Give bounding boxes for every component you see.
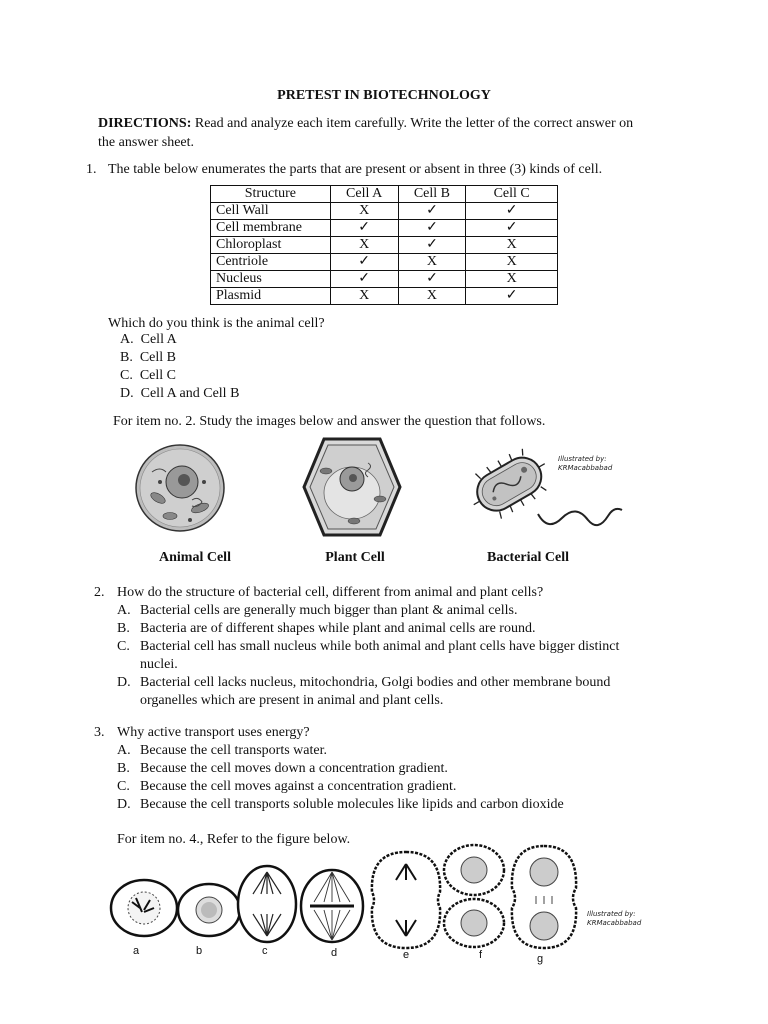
cell-division-figure	[108, 844, 588, 944]
table-cell: Cell Wall	[211, 203, 331, 220]
q2-option-d-text-1: Bacterial cell lacks nucleus, mitochondria, Golgi bodies and other membrane bound	[140, 675, 611, 690]
q3-option-b	[117, 760, 130, 778]
q2-option-b	[117, 620, 130, 638]
option-letter: D.	[120, 386, 134, 401]
stage-label-g: g	[537, 953, 544, 965]
q1-option-b	[120, 349, 176, 367]
q1-option-c	[120, 367, 176, 385]
table-header-row	[211, 186, 558, 203]
option-text: Cell B	[139, 350, 177, 365]
table-row	[211, 288, 558, 305]
table-header-cell: Cell A	[330, 186, 398, 203]
option-letter: A.	[117, 743, 131, 758]
stage-label-e: e	[403, 949, 410, 961]
table-header-cell: Cell C	[466, 186, 558, 203]
figure1-credit-line1: Illustrated by:	[558, 455, 607, 463]
q2-number: 2.	[94, 585, 105, 600]
option-text: Cell A and Cell B	[140, 386, 240, 401]
caption-animal-cell: Animal Cell	[159, 550, 231, 565]
item4-intro: For item no. 4., Refer to the figure below.	[117, 832, 351, 847]
directions-text-1: Read and analyze each item carefully. Write the letter of the correct answer on	[194, 116, 634, 131]
stage-label-f: f	[479, 949, 483, 961]
q3-option-d	[117, 796, 131, 814]
stage-d-cell	[301, 870, 363, 942]
table-cell: ✓	[398, 271, 466, 288]
q2-option-c-text-2: nuclei.	[140, 657, 178, 672]
q2-option-c	[117, 638, 130, 656]
plant-cell-illustration	[302, 435, 402, 540]
stage-label-c: c	[262, 945, 268, 957]
option-letter: D.	[117, 797, 131, 812]
option-letter: A.	[120, 332, 134, 347]
table-cell: X	[466, 271, 558, 288]
table-cell: X	[330, 288, 398, 305]
directions-label: DIRECTIONS:	[98, 116, 192, 131]
q2-stem: How do the structure of bacterial cell, different from animal and plant cells?	[117, 585, 544, 600]
stage-label-d: d	[331, 947, 338, 959]
page-title: PRETEST IN BIOTECHNOLOGY	[277, 88, 491, 103]
table-cell: X	[466, 254, 558, 271]
table-cell: ✓	[330, 254, 398, 271]
q1-question: Which do you think is the animal cell?	[108, 316, 325, 331]
figure1-credit-line2: KRMacabbabad	[558, 464, 613, 472]
q3-option-c-text: Because the cell moves against a concentration gradient.	[140, 779, 457, 794]
stage-f-cell	[444, 845, 504, 947]
directions	[98, 114, 708, 152]
table-cell: ✓	[398, 220, 466, 237]
q2-option-b-text: Bacteria are of different shapes while plant and animal cells are round.	[140, 621, 536, 636]
table-cell: ✓	[466, 203, 558, 220]
figure1-credit	[558, 455, 612, 473]
table-row	[211, 271, 558, 288]
figure2-credit-line1: Illustrated by:	[587, 910, 636, 918]
q3-option-d-text: Because the cell transports soluble molecules like lipids and carbon dioxide	[140, 797, 564, 812]
option-letter: A.	[117, 603, 131, 618]
q2-option-d	[117, 674, 131, 692]
table-cell: X	[398, 254, 466, 271]
q3-option-c	[117, 778, 130, 796]
stage-c-cell	[238, 866, 296, 942]
q3-number: 3.	[94, 725, 105, 740]
q3-option-a	[117, 742, 131, 760]
table-cell: Chloroplast	[211, 237, 331, 254]
option-letter: B.	[117, 761, 130, 776]
table-cell: X	[466, 237, 558, 254]
table-row	[211, 237, 558, 254]
caption-bacterial-cell: Bacterial Cell	[486, 550, 570, 565]
q2-option-c-text-1: Bacterial cell has small nucleus while both animal and plant cells have bigger distinct	[140, 639, 620, 654]
table-cell: Centriole	[211, 254, 331, 271]
option-text: Cell C	[139, 368, 177, 383]
table-row	[211, 254, 558, 271]
q2-option-a-text: Bacterial cells are generally much bigger than plant & animal cells.	[140, 603, 518, 618]
table-cell: ✓	[466, 288, 558, 305]
stage-label-b: b	[196, 945, 203, 957]
q3-option-b-text: Because the cell moves down a concentration gradient.	[140, 761, 448, 776]
table-cell: ✓	[398, 203, 466, 220]
directions-text-2: the answer sheet.	[98, 135, 195, 150]
option-letter: C.	[117, 779, 130, 794]
option-letter: D.	[117, 675, 131, 690]
figure2-credit-line2: KRMacabbabad	[587, 919, 642, 927]
table-cell: ✓	[466, 220, 558, 237]
stage-e-cell	[372, 852, 440, 948]
stage-a-cell	[111, 880, 177, 936]
table-cell: ✓	[330, 220, 398, 237]
table-cell: Nucleus	[211, 271, 331, 288]
q1-number: 1.	[86, 162, 97, 177]
table-cell: Cell membrane	[211, 220, 331, 237]
table-cell: Plasmid	[211, 288, 331, 305]
table-header-cell: Structure	[211, 186, 331, 203]
cell-parts-table	[210, 185, 558, 305]
table-cell: X	[330, 203, 398, 220]
animal-cell-illustration	[130, 438, 230, 538]
q1-stem: The table below enumerates the parts that are present or absent in three (3) kinds of cell.	[108, 162, 603, 177]
stage-b-cell	[178, 884, 240, 936]
table-cell: ✓	[398, 237, 466, 254]
option-letter: B.	[120, 350, 133, 365]
stage-g-cell	[512, 846, 576, 948]
table-row	[211, 203, 558, 220]
q2-option-a	[117, 602, 131, 620]
option-letter: B.	[117, 621, 130, 636]
caption-plant-cell: Plant Cell	[325, 550, 385, 565]
q1-option-a	[120, 331, 177, 349]
table-cell: X	[398, 288, 466, 305]
figure2-credit	[587, 910, 641, 928]
q1-option-d	[120, 385, 239, 403]
q3-option-a-text: Because the cell transports water.	[140, 743, 327, 758]
option-text: Cell A	[140, 332, 177, 347]
option-letter: C.	[120, 368, 133, 383]
table-cell: ✓	[330, 271, 398, 288]
table-row	[211, 220, 558, 237]
q3-stem: Why active transport uses energy?	[117, 725, 310, 740]
table-cell: X	[330, 237, 398, 254]
option-letter: C.	[117, 639, 130, 654]
item2-intro: For item no. 2. Study the images below and answer the question that follows.	[113, 414, 546, 429]
q2-option-d-text-2: organelles which are present in animal and plant cells.	[140, 693, 444, 708]
table-header-cell: Cell B	[398, 186, 466, 203]
bacterial-cell-illustration	[468, 436, 643, 546]
stage-label-a: a	[133, 945, 140, 957]
